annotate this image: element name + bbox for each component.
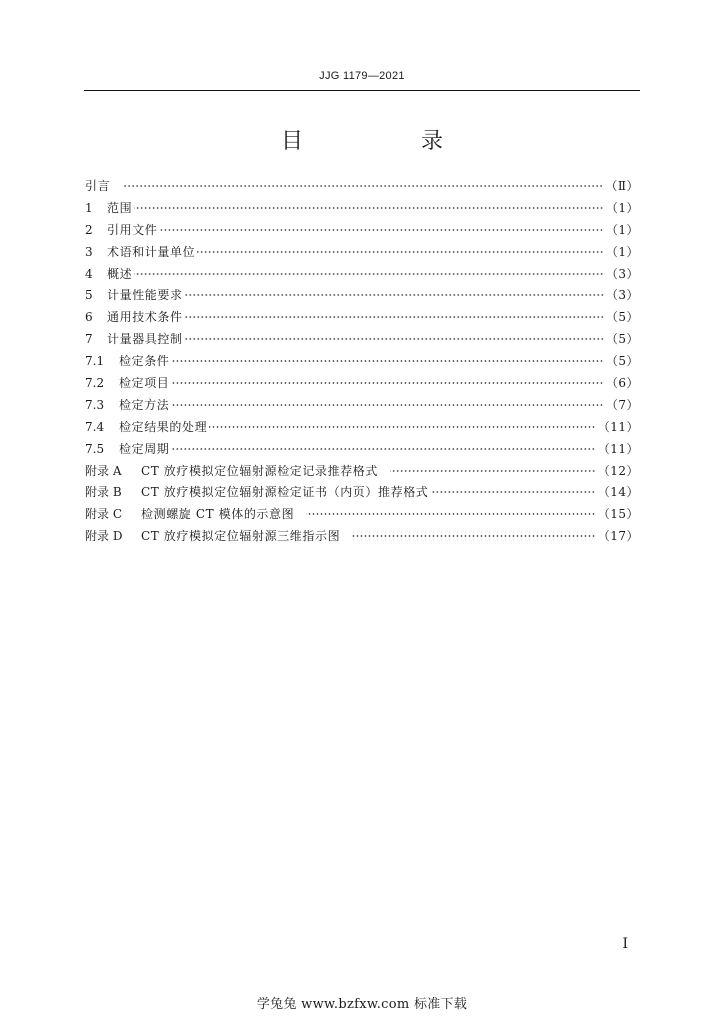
toc-entry-page: （6） bbox=[605, 376, 639, 391]
toc-entry[interactable] bbox=[85, 526, 639, 548]
toc-entry-page: （5） bbox=[605, 354, 639, 369]
standard-code-header: JJG 1179—2021 bbox=[319, 70, 405, 82]
toc-entry-page: （Ⅱ） bbox=[605, 179, 639, 193]
toc-entry-number: 附录 A bbox=[85, 463, 122, 478]
toc-entry-number: 1 bbox=[85, 200, 93, 215]
toc-entry-label: 引言 bbox=[85, 179, 111, 193]
toc-dot-leader bbox=[171, 448, 595, 450]
toc-dot-leader bbox=[430, 491, 595, 493]
toc-entry-number: 附录 B bbox=[85, 485, 122, 500]
toc-entry-number: 3 bbox=[85, 244, 93, 259]
toc-dot-leader bbox=[134, 273, 604, 275]
toc-entry-label: 引用文件 bbox=[107, 222, 158, 237]
toc-entry-number: 6 bbox=[85, 310, 93, 325]
toc-entry-number: 附录 D bbox=[85, 529, 123, 544]
toc-entry-number: 7.5 bbox=[85, 441, 105, 456]
toc-entry[interactable] bbox=[85, 395, 639, 417]
toc-entry-number: 4 bbox=[85, 266, 93, 281]
header-divider bbox=[84, 90, 640, 91]
toc-entry-page: （1） bbox=[605, 244, 639, 259]
toc-entry-label: 检测螺旋 CT 模体的示意图 bbox=[141, 507, 295, 522]
toc-dot-leader bbox=[185, 294, 604, 296]
toc-entry-number: 7.1 bbox=[85, 354, 105, 369]
toc-entry-page: （14） bbox=[597, 485, 639, 500]
toc-entry-label: CT 放疗模拟定位辐射源检定证书（内页）推荐格式 bbox=[141, 485, 429, 500]
toc-entry[interactable] bbox=[85, 242, 639, 264]
toc-entry[interactable] bbox=[85, 307, 639, 329]
toc-entry-label: 计量性能要求 bbox=[107, 288, 183, 303]
toc-entry-number: 附录 C bbox=[85, 507, 122, 522]
toc-entry[interactable] bbox=[85, 329, 639, 351]
toc-entry[interactable] bbox=[85, 439, 639, 461]
toc-entry-number: 5 bbox=[85, 288, 93, 303]
toc-entry-page: （1） bbox=[605, 222, 639, 237]
toc-dot-leader bbox=[390, 470, 596, 472]
toc-entry[interactable] bbox=[85, 220, 639, 242]
toc-entry[interactable] bbox=[85, 417, 639, 439]
toc-entry-label: 通用技术条件 bbox=[107, 310, 183, 325]
toc-dot-leader bbox=[185, 338, 604, 340]
toc-entry[interactable] bbox=[85, 482, 639, 504]
toc-entry-label: 检定方法 bbox=[119, 397, 170, 412]
toc-entry-page: （11） bbox=[597, 419, 639, 434]
toc-entry-page: （5） bbox=[605, 332, 639, 347]
toc-dot-leader bbox=[171, 404, 603, 406]
page-title: 目 录 bbox=[280, 129, 491, 154]
toc-entry-label: 检定项目 bbox=[119, 376, 170, 391]
toc-entry-label: 计量器具控制 bbox=[107, 332, 183, 347]
toc-dot-leader bbox=[352, 535, 596, 537]
toc-entry[interactable] bbox=[85, 351, 639, 373]
toc-entry-page: （5） bbox=[605, 310, 639, 325]
toc-entry[interactable] bbox=[85, 504, 639, 526]
toc-entry-page: （3） bbox=[605, 266, 639, 281]
toc-entry-label: CT 放疗模拟定位辐射源检定记录推荐格式 bbox=[141, 463, 379, 478]
toc-entry[interactable] bbox=[85, 198, 639, 220]
page-number: Ⅰ bbox=[622, 936, 628, 952]
toc-entry-number: 7 bbox=[85, 332, 93, 347]
toc-dot-leader bbox=[159, 229, 603, 231]
toc-dot-leader bbox=[306, 513, 596, 515]
toc-entry-label: 检定条件 bbox=[119, 354, 170, 369]
toc-dot-leader bbox=[171, 382, 603, 384]
toc-entry-page: （3） bbox=[605, 288, 639, 303]
toc-entry-label: 概述 bbox=[107, 266, 133, 281]
toc-entry[interactable] bbox=[85, 373, 639, 395]
toc-entry-number: 7.2 bbox=[85, 376, 105, 391]
toc-entry-page: （1） bbox=[605, 200, 639, 215]
toc-entry-page: （17） bbox=[597, 529, 639, 544]
table-of-contents bbox=[85, 176, 639, 548]
toc-dot-leader bbox=[171, 360, 603, 362]
toc-dot-leader bbox=[122, 185, 603, 187]
toc-entry[interactable] bbox=[85, 176, 639, 198]
toc-entry-number: 7.3 bbox=[85, 397, 105, 412]
toc-entry-label: 检定周期 bbox=[119, 441, 170, 456]
toc-dot-leader bbox=[134, 207, 604, 209]
toc-entry-number: 2 bbox=[85, 222, 93, 237]
toc-entry[interactable] bbox=[85, 264, 639, 286]
toc-entry-number: 7.4 bbox=[85, 419, 105, 434]
toc-entry[interactable] bbox=[85, 461, 639, 483]
toc-entry[interactable] bbox=[85, 285, 639, 307]
toc-entry-label: CT 放疗模拟定位辐射源三维指示图 bbox=[141, 529, 341, 544]
footer-watermark: 学兔兔 www.bzfxw.com 标准下载 bbox=[256, 997, 468, 1012]
toc-entry-page: （11） bbox=[597, 441, 639, 456]
toc-dot-leader bbox=[185, 316, 604, 318]
toc-entry-page: （7） bbox=[605, 397, 639, 412]
toc-entry-page: （12） bbox=[597, 463, 639, 478]
toc-entry-label: 范围 bbox=[107, 200, 133, 215]
toc-entry-label: 术语和计量单位 bbox=[107, 244, 196, 259]
toc-entry-label: 检定结果的处理 bbox=[119, 419, 208, 434]
toc-dot-leader bbox=[197, 251, 604, 253]
toc-dot-leader bbox=[209, 426, 596, 428]
toc-entry-page: （15） bbox=[597, 507, 639, 522]
